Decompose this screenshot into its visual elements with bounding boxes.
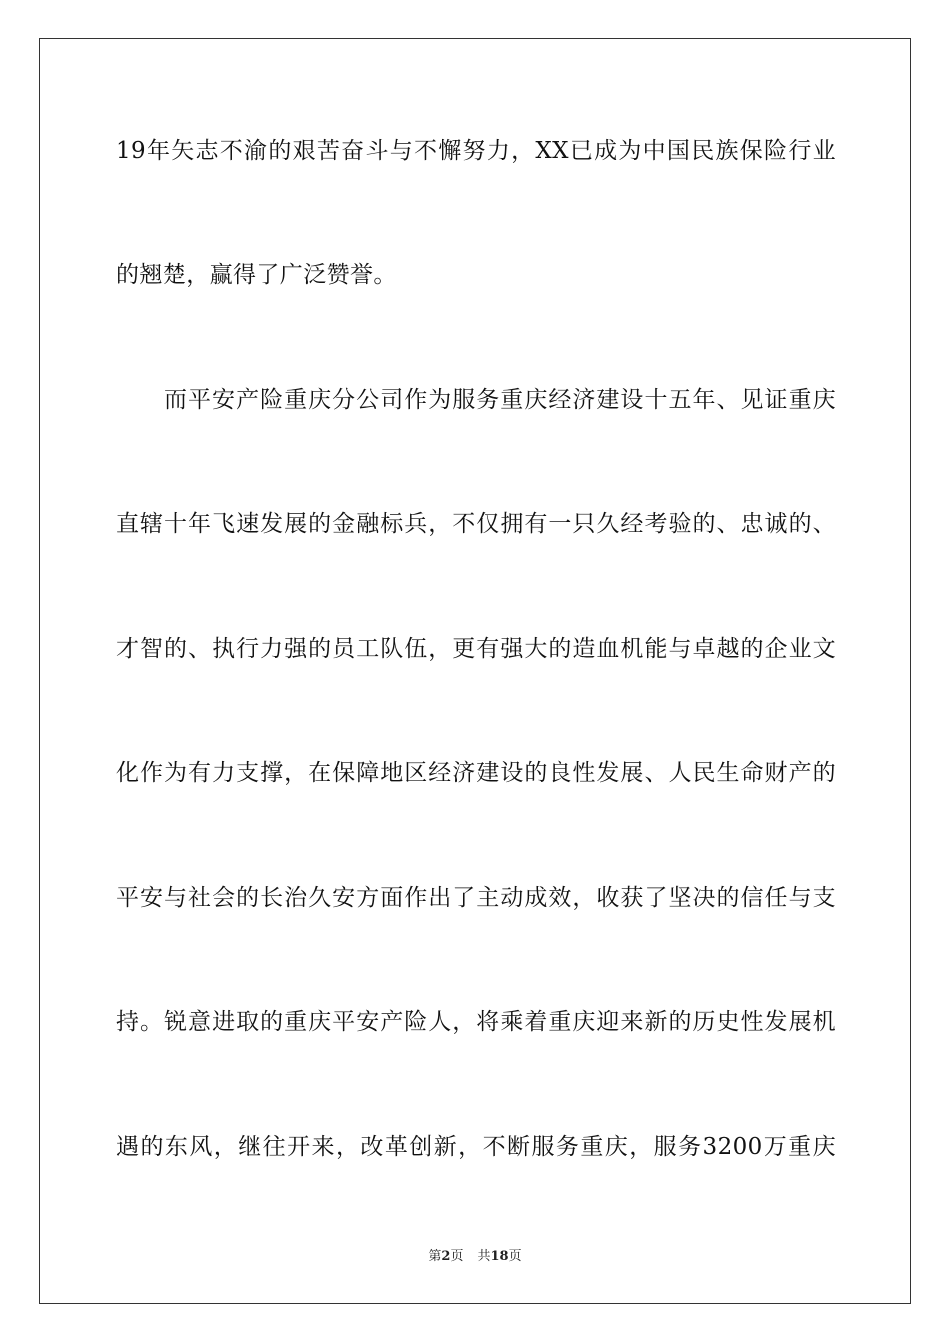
body-text-line-9: 遇的东风，继往开来，改革创新，不断服务重庆，服务3200万重庆 <box>116 1134 836 1160</box>
total-label-suffix: 页 <box>508 1249 522 1264</box>
page-label-prefix: 第 <box>428 1249 442 1264</box>
page-frame <box>39 38 911 1304</box>
body-text-line-5: 才智的、执行力强的员工队伍，更有强大的造血机能与卓越的企业文 <box>116 636 836 662</box>
page-footer <box>0 1248 950 1266</box>
body-text-line-1: 19年矢志不渝的艰苦奋斗与不懈努力，XX已成为中国民族保险行业 <box>116 138 836 164</box>
body-text-line-7: 平安与社会的长治久安方面作出了主动成效，收获了坚决的信任与支 <box>116 885 836 911</box>
body-text-line-2: 的翘楚，赢得了广泛赞誉。 <box>116 262 397 288</box>
body-text-line-8: 持。锐意进取的重庆平安产险人，将乘着重庆迎来新的历史性发展机 <box>116 1009 836 1035</box>
current-page-number: 2 <box>441 1249 451 1264</box>
body-text-line-4: 直辖十年飞速发展的金融标兵，不仅拥有一只久经考验的、忠诚的、 <box>116 511 836 537</box>
body-text-line-6: 化作为有力支撑，在保障地区经济建设的良性发展、人民生命财产的 <box>116 760 836 786</box>
total-label-prefix: 共 <box>477 1249 491 1264</box>
page-label-suffix: 页 <box>450 1249 464 1264</box>
body-text-line-3: 而平安产险重庆分公司作为服务重庆经济建设十五年、见证重庆 <box>164 387 836 413</box>
total-pages-number: 18 <box>490 1249 509 1264</box>
